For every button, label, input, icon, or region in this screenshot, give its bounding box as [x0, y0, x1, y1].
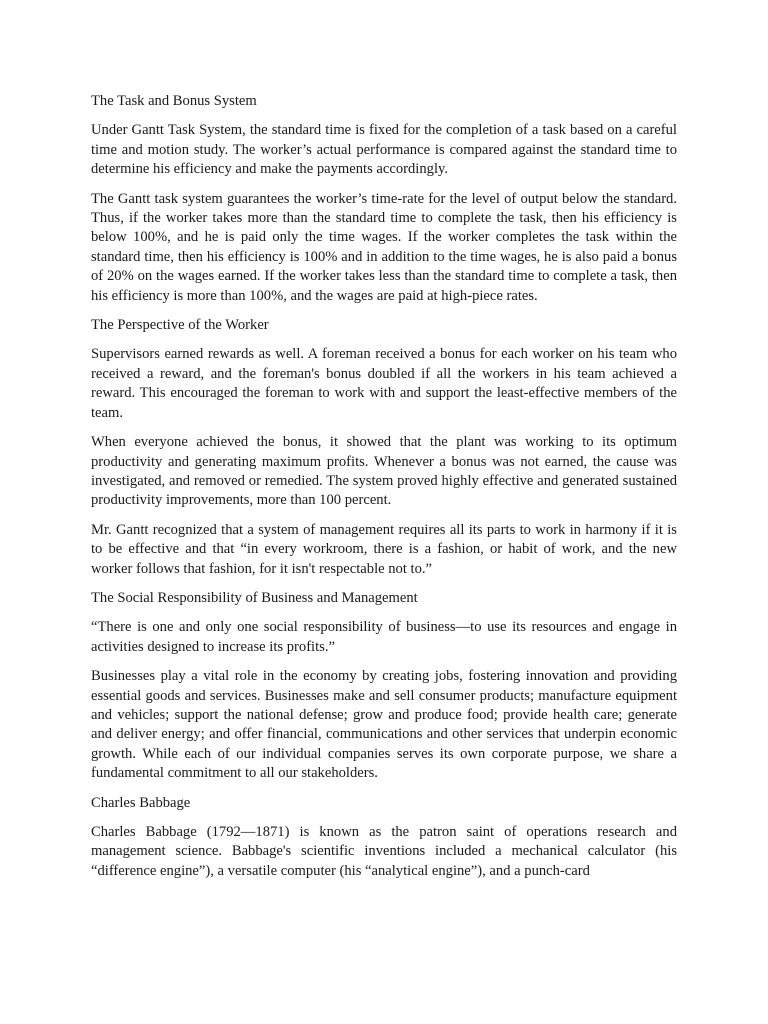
paragraph-social-responsibility-quote: “There is one and only one social responsibility of business—to use its resources and engage in activities designed to increase its profits.”	[91, 619, 677, 655]
section-heading-worker-perspective: The Perspective of the Worker	[91, 317, 269, 334]
section-heading-charles-babbage: Charles Babbage	[91, 794, 191, 811]
document-body	[91, 92, 677, 891]
paragraph-gantt-harmony-quote: Mr. Gantt recognized that a system of management requires all its parts to work in harmony if it is to be effective and that “in every workroom, there is a fashion, or habit of work, and the new worker follows that fashion, for it isn't respectable not to.”	[91, 521, 677, 577]
paragraph-babbage-intro: Charles Babbage (1792—1871) is known as the patron saint of operations research and management science. Babbage's scientific inventions included a mechanical calculator (his “difference engine”), a versatile computer (his “analytical engine”), and a punch-card	[91, 824, 677, 879]
section-heading-task-bonus: The Task and Bonus System	[91, 93, 257, 109]
section-heading-social-responsibility: The Social Responsibility of Business and Management	[91, 589, 418, 606]
paragraph-supervisor-rewards: Supervisors earned rewards as well. A foreman received a bonus for each worker on his team who received a reward, and the foreman's bonus doubled if all the workers in his team achieved a reward. This encouraged the foreman to work with and support the least-effective members of the team.	[91, 346, 677, 421]
paragraph-time-rate-guarantee: The Gantt task system guarantees the worker’s time-rate for the level of output below the standard. Thus, if the worker takes more than the standard time to complete the task, then his efficiency is below 100%, and he is paid only the time wages. If the worker completes the task within the standard time, then his efficiency is 100% and in addition to the time wages, he is also paid a bonus of 20% on the wages earned. If the worker takes less than the standard time to complete a task, then his efficiency is more than 100%, and the wages are paid at high-piece rates.	[91, 190, 677, 304]
paragraph-bonus-productivity: When everyone achieved the bonus, it showed that the plant was working to its optimum productivity and generating maximum profits. Whenever a bonus was not earned, the cause was investigated, and removed or remedied. The system proved highly effective and generated sustained productivity improvements, more than 100 percent.	[91, 434, 677, 509]
paragraph-business-role: Businesses play a vital role in the economy by creating jobs, fostering innovation and providing essential goods and services. Businesses make and sell consumer products; manufacture equipment and vehicles; support the national defense; grow and produce food; provide health care; generate and deliver energy; and offer financial, communications and other services that underpin economic growth. While each of our individual companies serves its own corporate purpose, we share a fundamental commitment to all our stakeholders.	[91, 668, 677, 782]
paragraph-gantt-task-system: Under Gantt Task System, the standard time is fixed for the completion of a task based on a careful time and motion study. The worker’s actual performance is compared against the standard time to determine his efficiency and make the payments accordingly.	[91, 122, 677, 178]
